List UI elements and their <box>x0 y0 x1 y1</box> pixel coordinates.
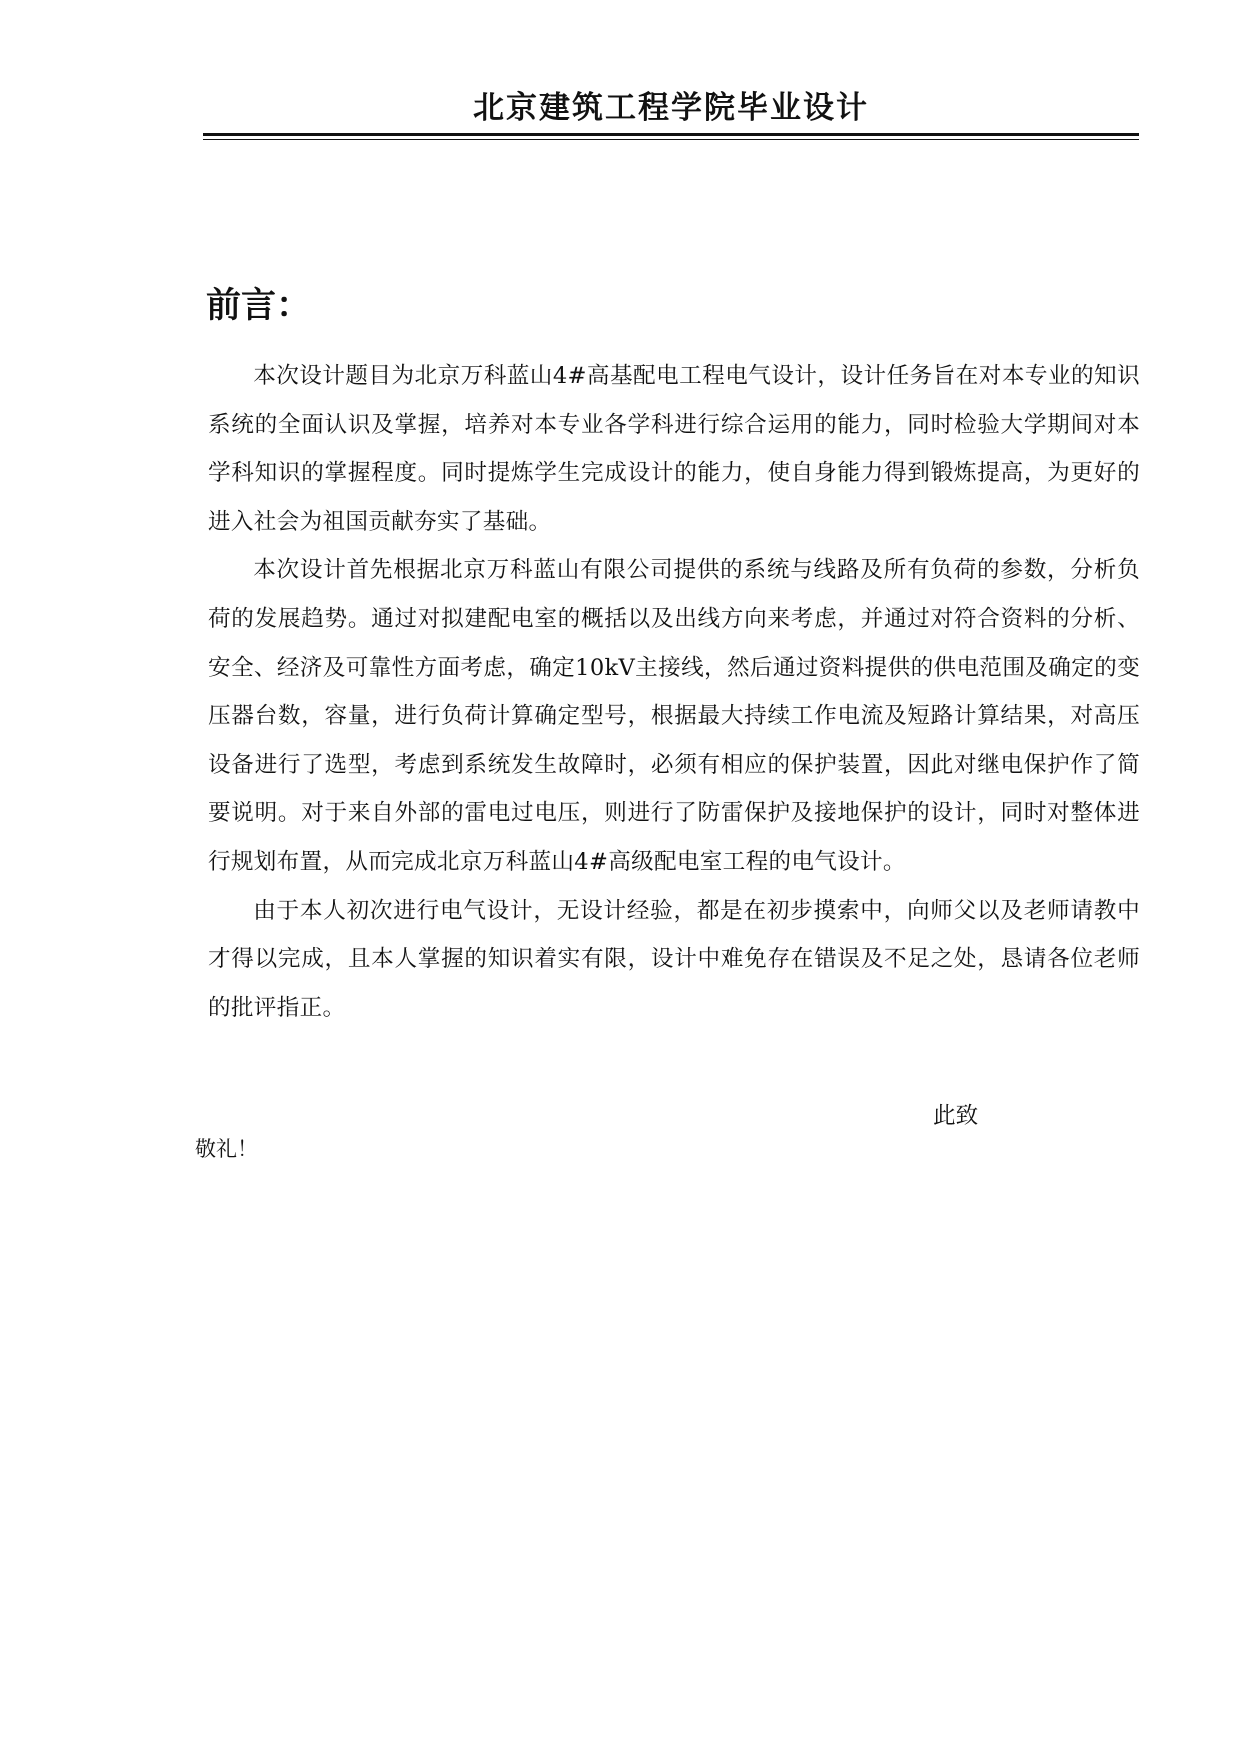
closing-text: 此致 <box>933 1103 979 1129</box>
paragraph-2: 本次设计首先根据北京万科蓝山有限公司提供的系统与线路及所有负荷的参数，分析负荷的发展趋势。通过对拟建配电室的概括以及出线方向来考虑，并通过对符合资料的分析、安全、经济及可靠性方面考虑，确定10kV主接线，然后通过资料提供的供电范围及确定的变压器台数，容量，进行负荷计算确定型号，根据最大持续工作电流及短路计算结果，对高压设备进行了选型，考虑到系统发生故障时，必须有相应的保护装置，因此对继电保护作了简要说明。对于来自外部的雷电过电压，则进行了防雷保护及接地保护的设计，同时对整体进行规划布置，从而完成北京万科蓝山4#高级配电室工程的电气设计。 <box>208 557 1140 875</box>
closing-salute: 敬礼！ <box>195 1137 258 1161</box>
paragraph-3: 由于本人初次进行电气设计，无设计经验，都是在初步摸索中，向师父以及老师请教中才得以完成，且本人掌握的知识着实有限，设计中难免存在错误及不足之处，恳请各位老师的批评指正。 <box>208 897 1140 1021</box>
header-title: 北京建筑工程学院毕业设计 <box>473 90 869 126</box>
header-rule-thin <box>203 139 1139 140</box>
body-text <box>208 352 1140 1032</box>
paragraph-1: 本次设计题目为北京万科蓝山4#高基配电工程电气设计，设计任务旨在对本专业的知识系统的全面认识及掌握，培养对本专业各学科进行综合运用的能力，同时检验大学期间对本学科知识的掌握程度。同时提炼学生完成设计的能力，使自身能力得到锻炼提高，为更好的进入社会为祖国贡献夯实了基础。 <box>208 363 1140 535</box>
page-header <box>203 88 1139 140</box>
header-rule-thick <box>203 133 1139 136</box>
section-heading: 前言： <box>206 286 312 326</box>
